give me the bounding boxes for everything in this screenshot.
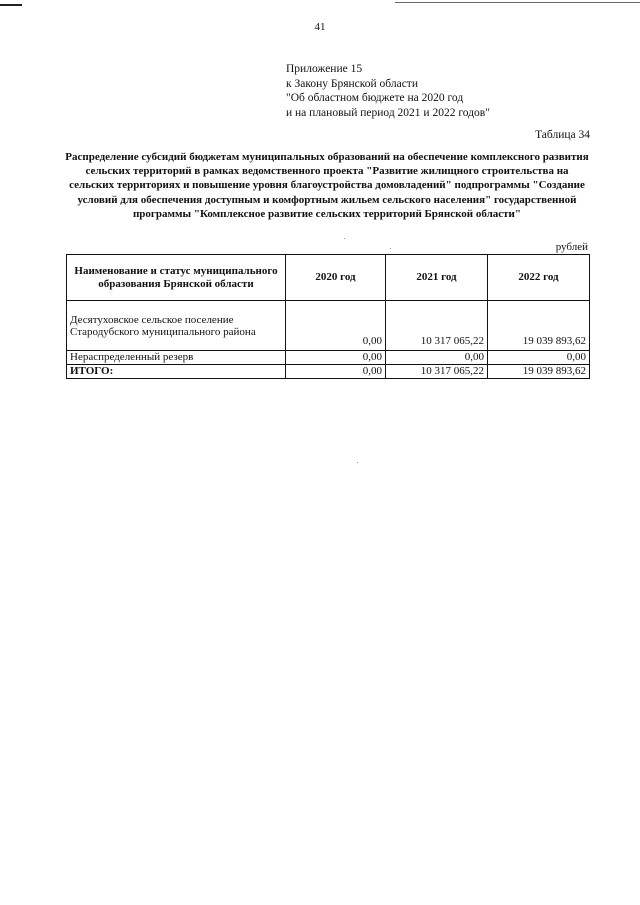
- appendix-line: "Об областном бюджете на 2020 год: [286, 92, 464, 104]
- value-2021: 0,00: [386, 351, 488, 365]
- municipality-name-cell: [67, 301, 286, 351]
- header-year-2022: 2022 год: [488, 255, 590, 301]
- value-2020: 0,00: [286, 301, 386, 351]
- total-2021: 10 317 065,22: [386, 365, 488, 379]
- total-label: ИТОГО:: [67, 365, 286, 379]
- appendix-line: к Закону Брянской области: [286, 77, 418, 90]
- value-2020: 0,00: [286, 351, 386, 365]
- total-row: [67, 365, 590, 379]
- header-year-2020: 2020 год: [286, 255, 386, 301]
- reserve-name: Нераспределенный резерв: [67, 351, 286, 365]
- value-2021: 10 317 065,22: [386, 301, 488, 351]
- scan-artifact-left: [0, 4, 22, 6]
- scan-speck: [390, 248, 391, 249]
- appendix-line: Приложение 15: [286, 63, 363, 75]
- table-row: [67, 301, 590, 351]
- subsidy-table: [66, 254, 590, 379]
- total-2020: 0,00: [286, 365, 386, 379]
- header-municipality: Наименование и статус муниципального образования Брянской области: [67, 255, 286, 301]
- appendix-header: [286, 62, 490, 120]
- header-year-2021: 2021 год: [386, 255, 488, 301]
- table-header-row: [67, 255, 590, 301]
- value-2022: 0,00: [488, 351, 590, 365]
- table-row: [67, 351, 590, 365]
- table-label: Таблица 34: [535, 129, 590, 141]
- scan-speck: [357, 462, 358, 463]
- municipality-name-line2: Стародубского муниципального района: [70, 325, 256, 338]
- units-label: рублей: [555, 241, 588, 253]
- municipality-name-line1: Десятуховское сельское поселение: [70, 313, 234, 326]
- value-2022: 19 039 893,62: [488, 301, 590, 351]
- page-number: 41: [314, 21, 326, 33]
- appendix-line: и на плановый период 2021 и 2022 годов": [286, 106, 490, 119]
- total-2022: 19 039 893,62: [488, 365, 590, 379]
- document-title: Распределение субсидий бюджетам муниципальных образований на обеспечение комплексного развития сельских территорий в рамках ведомственного проекта "Развитие жилищного строительства на сельских территориях и повышение уровня благоустройства домовладений" подпрограммы "Создание условий для обеспечения доступным и комфортным жильем сельского населения" государственной программы "Комплексное развитие сельских территорий Брянской области": [65, 151, 589, 220]
- scan-speck: [344, 238, 345, 239]
- scan-artifact-right: [395, 2, 640, 3]
